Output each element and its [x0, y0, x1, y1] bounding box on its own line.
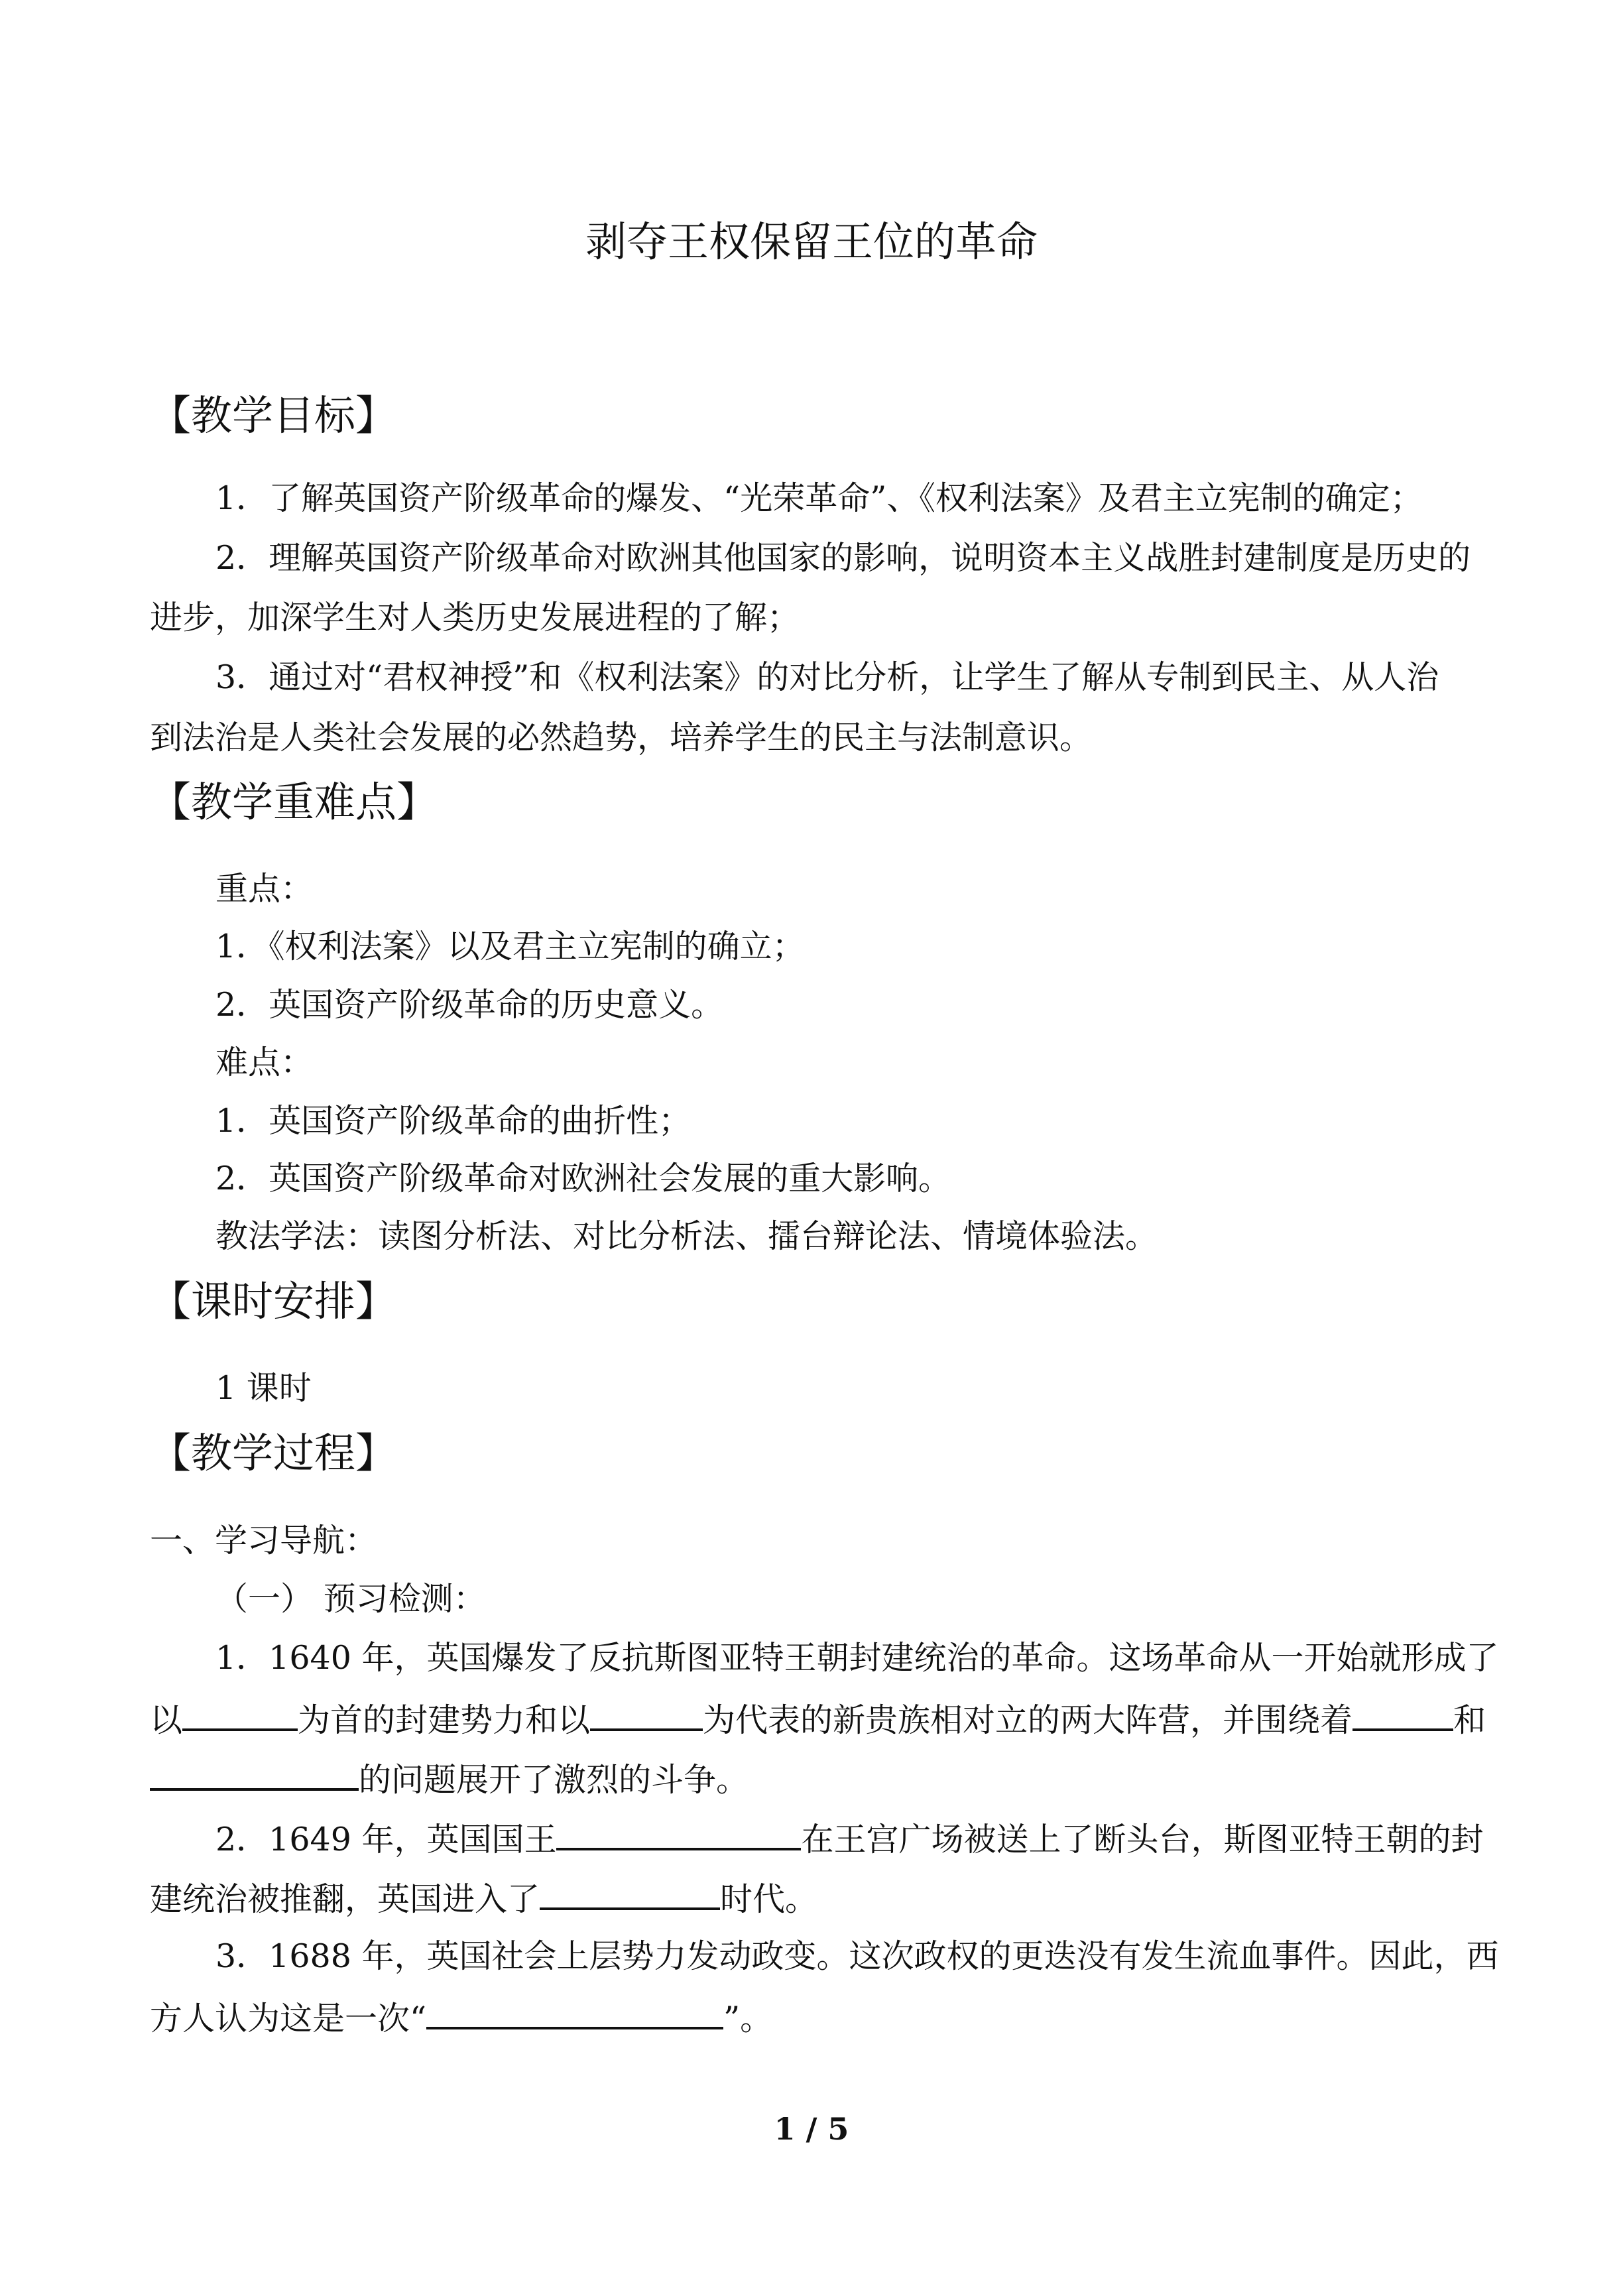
page-number: 1 / 5 — [774, 2111, 849, 2147]
question-1-line-3: 的问题展开了激烈的斗争。 — [150, 1758, 749, 1800]
difficulty-item-1: 1．英国资产阶级革命的曲折性； — [215, 1102, 691, 1140]
question-3-line-1: 3．1688 年，英国社会上层势力发动政变。这次政权的更迭没有发生流血事件。因此，西 — [215, 1937, 1499, 1975]
question-1-line-2: 以 为首的封建势力和以 为代表的新贵族相对立的两大阵营，并围绕着 和 — [150, 1698, 1486, 1740]
answer-blank[interactable] — [1352, 1698, 1453, 1731]
question-1-line-1: 1．1640 年，英国爆发了反抗斯图亚特王朝封建统治的革命。这场革命从一开始就形成了 — [215, 1639, 1499, 1677]
section-heading-schedule: 【课时安排】 — [150, 1277, 397, 1325]
teaching-methods: 教法学法：读图分析法、对比分析法、擂台辩论法、情境体验法。 — [215, 1217, 1158, 1255]
objective-item-3-line-2: 到法治是人类社会发展的必然趋势，培养学生的民主与法制意识。 — [150, 719, 1093, 756]
process-sub-1: （一） 预习检测： — [215, 1580, 486, 1618]
difficulty-item-2: 2．英国资产阶级革命对欧洲社会发展的重大影响。 — [215, 1160, 951, 1197]
focus-item-1: 1．《权利法案》以及君主立宪制的确立； — [215, 928, 805, 965]
process-part-1: 一、学习导航： — [150, 1522, 378, 1559]
objective-item-2-line-1: 2．理解英国资产阶级革命对欧洲其他国家的影响，说明资本主义战胜封建制度是历史的 — [215, 539, 1471, 577]
answer-blank[interactable] — [426, 1996, 723, 2029]
page-title: 剥夺王权保留王位的革命 — [585, 217, 1038, 266]
focus-item-2: 2．英国资产阶级革命的历史意义。 — [215, 986, 724, 1024]
objective-item-2-line-2: 进步，加深学生对人类历史发展进程的了解； — [150, 599, 800, 636]
question-2-line-2: 建统治被推翻，英国进入了 时代。 — [150, 1877, 817, 1919]
difficulty-label: 难点： — [215, 1044, 314, 1081]
answer-blank[interactable] — [150, 1758, 359, 1791]
answer-blank[interactable] — [556, 1817, 801, 1850]
objective-item-3-line-1: 3．通过对“君权神授”和《权利法案》的对比分析，让学生了解从专制到民主、从人治 — [215, 658, 1439, 696]
question-2-line-1: 2．1649 年，英国国王 在王宫广场被送上了断头台，斯图亚特王朝的封 — [215, 1817, 1483, 1860]
section-heading-objectives: 【教学目标】 — [150, 391, 397, 440]
section-heading-process: 【教学过程】 — [150, 1429, 397, 1477]
answer-blank[interactable] — [182, 1698, 298, 1731]
schedule-hours: 1 课时 — [215, 1369, 312, 1407]
objective-item-1: 1．了解英国资产阶级革命的爆发、“光荣革命”、《权利法案》及君主立宪制的确定； — [215, 479, 1423, 517]
question-3-line-2: 方人认为这是一次“ ”。 — [150, 1996, 772, 2039]
answer-blank[interactable] — [540, 1877, 720, 1910]
focus-label: 重点： — [215, 870, 314, 908]
section-heading-keypoints: 【教学重难点】 — [150, 778, 438, 826]
answer-blank[interactable] — [590, 1698, 703, 1731]
